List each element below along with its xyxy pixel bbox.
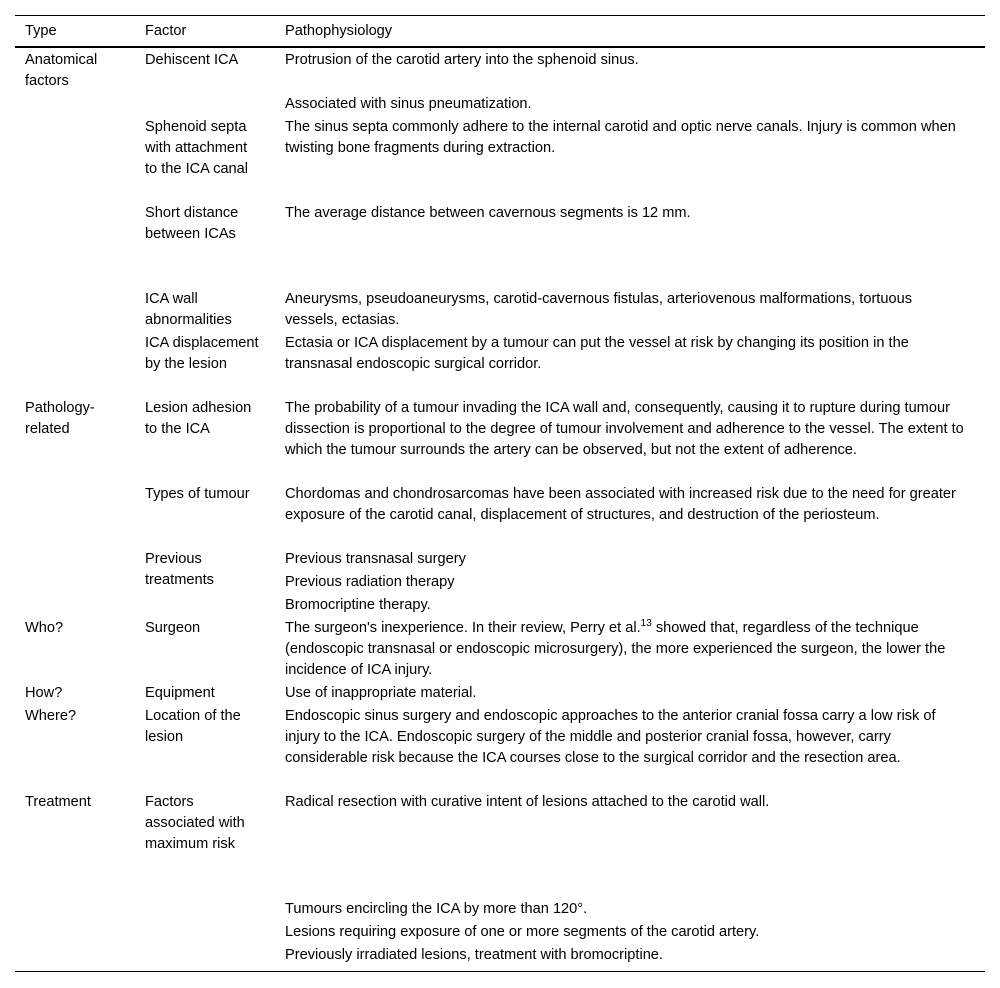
table-header-rule [15, 46, 985, 48]
type-anatomical: Anatomical factors [25, 52, 98, 89]
patho-dehiscent-2: Associated with sinus pneumatization. [285, 96, 532, 112]
factor-lesion-adhesion: Lesion adhesion to the ICA [145, 400, 252, 437]
header-pathophysiology: Pathophysiology [285, 23, 393, 39]
reference-13: 13 [640, 618, 652, 630]
patho-equipment: Use of inappropriate material. [285, 685, 477, 701]
factor-sphenoid-septa: Sphenoid septa with attachment to the ICA canal [145, 119, 249, 177]
type-who: Who? [25, 620, 64, 636]
type-where: Where? [25, 708, 77, 724]
header-factor: Factor [145, 23, 187, 39]
factor-wall-abnormalities: ICA wall abnormalities [145, 291, 232, 328]
factor-short-distance: Short distance between ICAs [145, 205, 239, 242]
table-bottom-rule [15, 971, 985, 972]
type-how: How? [25, 685, 63, 701]
patho-septa: The sinus septa commonly adhere to the internal carotid and optic nerve canals. Injury is common when twisting bone fragments during extraction. [285, 119, 956, 156]
patho-prev-1: Previous transnasal surgery [285, 551, 466, 567]
patho-risk-4: Previously irradiated lesions, treatment with bromocriptine. [285, 947, 663, 963]
factor-previous-treatments: Previous treatments [145, 551, 214, 588]
patho-surgeon-text-a: The surgeon's inexperience. In their review, Perry et al. [285, 620, 641, 636]
patho-dehiscent-1: Protrusion of the carotid artery into the sphenoid sinus. [285, 52, 639, 68]
factor-max-risk: Factors associated with maximum risk [145, 794, 245, 852]
factor-location: Location of the lesion [145, 708, 241, 745]
patho-short-distance: The average distance between cavernous segments is 12 mm. [285, 205, 691, 221]
patho-adhesion: The probability of a tumour invading the ICA wall and, consequently, causing it to rupture during tumour dissection is proportional to the degree of tumour involvement and adherence to the vessel. The extent to which the tumour surrounds the artery can be observed, but not the extent of adherence. [285, 400, 964, 458]
patho-risk-3: Lesions requiring exposure of one or more segments of the carotid artery. [285, 924, 760, 940]
patho-surgeon [285, 618, 965, 681]
patho-risk-1: Radical resection with curative intent of lesions attached to the carotid wall. [285, 794, 770, 810]
factor-equipment: Equipment [145, 685, 215, 701]
type-treatment: Treatment [25, 794, 91, 810]
patho-surgeon-text-b: showed that, regardless of the technique (endoscopic transnasal or endoscopic microsurgery), the more experienced the surgeon, the lower the incidence of ICA injury. [285, 620, 946, 678]
type-pathology: Pathology-related [25, 400, 95, 437]
factor-dehiscent-ica: Dehiscent ICA [145, 52, 239, 68]
patho-wall: Aneurysms, pseudoaneurysms, carotid-cavernous fistulas, arteriovenous malformations, tortuous vessels, ectasias. [285, 291, 913, 328]
patho-risk-2: Tumours encircling the ICA by more than 120°. [285, 901, 588, 917]
header-type: Type [25, 23, 57, 39]
patho-tumour-types: Chordomas and chondrosarcomas have been associated with increased risk due to the need for greater exposure of the carotid canal, displacement of structures, and destruction of the periosteum. [285, 486, 956, 523]
patho-displacement: Ectasia or ICA displacement by a tumour can put the vessel at risk by changing its position in the transnasal endoscopic surgical corridor. [285, 335, 909, 372]
patho-prev-2: Previous radiation therapy [285, 574, 455, 590]
table-top-rule [15, 15, 985, 16]
factor-ica-displacement: ICA displacement by the lesion [145, 335, 259, 372]
factor-tumour-types: Types of tumour [145, 486, 250, 502]
patho-location: Endoscopic sinus surgery and endoscopic approaches to the anterior cranial fossa carry a low risk of injury to the ICA. Endoscopic surgery of the middle and posterior cranial fossa, however, carry considerable risk because the ICA courses close to the surgical corridor and the resection area. [285, 708, 936, 766]
factor-surgeon: Surgeon [145, 620, 201, 636]
patho-prev-3: Bromocriptine therapy. [285, 597, 431, 613]
